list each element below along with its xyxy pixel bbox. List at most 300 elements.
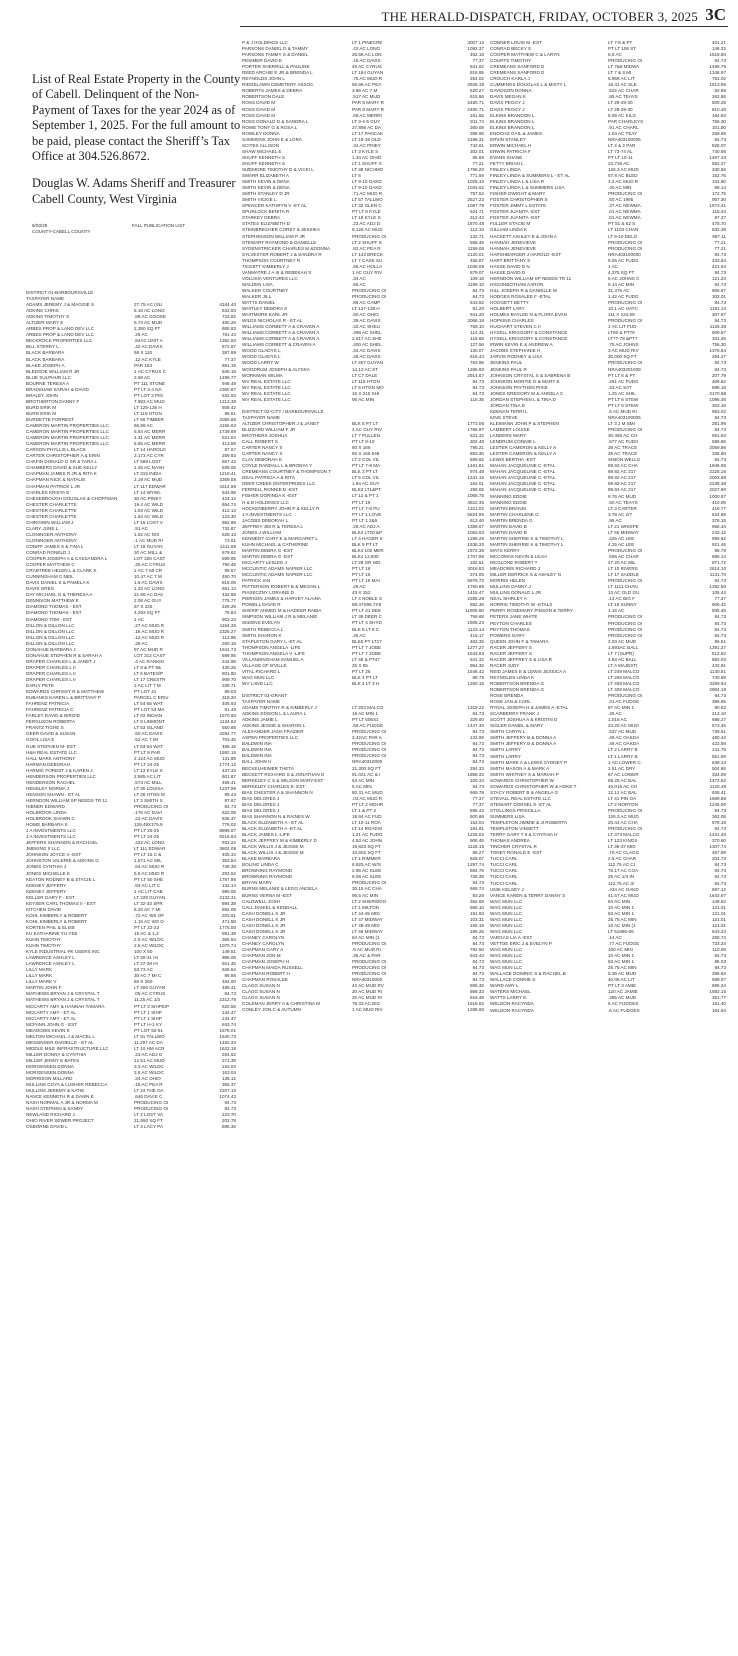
property-description: 87 AC MIN 1 xyxy=(608,705,635,711)
amount-due: 2196.31 xyxy=(467,136,484,142)
property-description: 3.173 AC CYR xyxy=(134,453,164,459)
taxpayer-name: CHAMBERS DAVID & SUE KELLY xyxy=(26,465,98,471)
amount-due: 121.01 xyxy=(711,916,726,922)
taxpayer-name: KEATON RODNEY B & STACIE L xyxy=(26,876,96,882)
amount-due: 96.51 xyxy=(714,638,726,644)
property-description: LT 13 KYLE S xyxy=(134,767,163,773)
amount-due: 2212.79 xyxy=(219,997,236,1003)
amount-due: 916.48 xyxy=(469,995,484,1001)
taxpayer-name: KITCHEN DAVID xyxy=(26,906,62,912)
taxpayer-name: WAG MUN LLC xyxy=(490,953,523,959)
property-description: LT 4 & 2 PAR xyxy=(608,142,636,148)
taxpayer-name: BURDETTE FORREST xyxy=(26,416,74,422)
taxpayer-name: MAHAN JACQUELINE C -ETAL xyxy=(490,481,556,487)
taxpayer-name: KEENAN TERRI L xyxy=(490,408,528,414)
amount-due: 462.35 xyxy=(469,638,484,644)
property-description: 1.04 AC TEAY xyxy=(608,130,638,136)
property-description: 30,000 SQ FT xyxy=(608,354,637,360)
property-description: PT LT 1 SHIP xyxy=(134,1015,162,1021)
amount-due: 987.11 xyxy=(712,233,726,239)
property-description: .646 DAVIS C xyxy=(134,1094,163,1100)
property-row xyxy=(242,397,484,403)
taxpayer-name: PARSONS TAMMY S & DANIEL xyxy=(242,52,309,58)
taxpayer-name: EUBANKS KAREN L & BRITTANY P xyxy=(26,695,101,701)
taxpayer-name: BROWNING RAYMOND xyxy=(242,868,293,874)
amount-due: 339.71 xyxy=(221,683,236,689)
amount-due: 85.86 xyxy=(472,154,484,160)
amount-due: 114.31 xyxy=(470,330,484,336)
amount-due: 620.58 xyxy=(221,1003,236,1009)
amount-due: 962.99 xyxy=(221,519,236,525)
property-description: .59 AC FUDGE xyxy=(352,723,384,729)
amount-due: 84.73 xyxy=(472,729,484,735)
property-description: LT 16 LOST V xyxy=(134,519,163,525)
amount-due: 284.33 xyxy=(469,765,484,771)
property-description: 1.94 AC GUY xyxy=(352,481,380,487)
amount-due: 808.42 xyxy=(221,404,236,410)
amount-due: 1289.28 xyxy=(467,535,484,541)
amount-due: 1774.12 xyxy=(219,761,236,767)
amount-due: 966.44 xyxy=(711,523,726,529)
property-description: 63 AC MIN 1 xyxy=(608,910,635,916)
amount-due: 957.30 xyxy=(711,197,726,203)
taxpayer-name: THOMAS ANDREA xyxy=(490,838,530,844)
property-description: LT 41 PIN OA xyxy=(608,795,637,801)
amount-due: 1126.39 xyxy=(709,324,726,330)
amount-due: 84.73 xyxy=(714,318,726,324)
property-description: .23 AC DAVIS xyxy=(134,816,163,822)
taxpayer-name: HANNAH JENEVIEVE xyxy=(490,245,536,251)
property-description: LT 2 COL VIL xyxy=(352,457,380,463)
taxpayer-name: FERRELL RONNIE D -EST xyxy=(242,487,298,493)
taxpayer-name: SIMPSON WILLIAM J R & MELANIE xyxy=(242,614,318,620)
amount-due: 601.87 xyxy=(221,773,236,779)
property-description: LT 47 MIDWAY xyxy=(352,916,383,922)
amount-due: 84.73 xyxy=(714,868,726,874)
notice-signature: Douglas W. Adams Sheriff and Treasurer Cabell County, West Virginia xyxy=(32,176,236,206)
property-description: 1 AC xyxy=(134,616,144,622)
property-description: PRODUCING OI xyxy=(352,959,387,965)
taxpayer-name: SMITH SHARON K xyxy=(242,632,282,638)
property-description: 97 AC MUD R xyxy=(134,646,163,652)
taxpayer-name: FARLEY DAVID & BIRGID xyxy=(26,713,80,719)
property-row xyxy=(26,1124,236,1130)
property-description: LT 194 GUYAN xyxy=(352,70,384,76)
taxpayer-name: EVANS SHANE xyxy=(490,154,523,160)
property-description: LT 9-10 DELO xyxy=(608,233,638,239)
amount-due: 84.73 xyxy=(472,880,484,886)
taxpayer-name: FISHER DWIGHT & MARY xyxy=(490,191,546,197)
taxpayer-name: ROSS DAVID M xyxy=(242,106,276,112)
taxpayer-name: VARGAS LIA A -EST xyxy=(490,934,533,940)
property-description: PRODUCING OI xyxy=(608,58,643,64)
taxpayer-name: MARTIN JOHN F xyxy=(26,985,62,991)
taxpayer-name: HENDERSON PROPERTIES LLC xyxy=(26,773,96,779)
property-description: 1.34 AC OHIO xyxy=(352,154,382,160)
amount-due: 2936.19 xyxy=(467,82,484,88)
taxpayer-name: REID JAMES E & LEWIS JESSICA A xyxy=(490,668,567,674)
amount-due: 1775.00 xyxy=(219,924,236,930)
amount-due: 568.46 xyxy=(469,239,484,245)
taxpayer-name: NANCE KENNETH R & DAWN E xyxy=(26,1094,94,1100)
taxpayer-name: MATHEWS BRYAN J & CRYSTAL T xyxy=(26,991,100,997)
taxpayer-name: ELKINS BRANDON L xyxy=(490,118,535,124)
taxpayer-name: ROSE JAN & CARL xyxy=(490,699,531,705)
taxpayer-name: WELDON RACYNDA xyxy=(490,1001,534,1007)
amount-due: 413.59 xyxy=(221,441,236,447)
amount-due: 1265.93 xyxy=(467,366,484,372)
amount-due: 606.42 xyxy=(711,602,726,608)
property-description: 58 X 110 xyxy=(134,350,153,356)
taxpayer-name: BLACK ELIZABETH A -ET AL xyxy=(242,826,303,831)
taxpayer-name: CLONINGER ANTHONY xyxy=(26,537,77,543)
property-description: LT 63 INDIAN xyxy=(134,713,163,719)
property-description: 25 X 65 xyxy=(352,662,368,668)
taxpayer-name: FRANTZ TIGHE S xyxy=(26,725,64,731)
amount-due: 557.42 xyxy=(221,459,236,465)
property-description: .8 AC MUD RI xyxy=(352,946,381,952)
taxpayer-name: HASSE DAVID D N xyxy=(490,263,530,269)
amount-due: 651.13 xyxy=(221,586,236,592)
property-description: LT 408 MALCO xyxy=(608,687,640,693)
taxpayer-name: ARBES PROP & LAND DEV LLC xyxy=(26,332,95,338)
amount-due: 77.21 xyxy=(472,160,484,166)
taxpayer-name: ROWLEY DONNA xyxy=(242,130,280,136)
property-description: 1 AC MUD RIV xyxy=(352,1007,383,1013)
property-description: 5.64 AC MERR xyxy=(134,429,166,435)
property-description: PARCEL C ERIV xyxy=(134,695,169,701)
property-description: PT LT 7-8 MA xyxy=(352,463,381,469)
amount-due: 294.27 xyxy=(711,354,726,360)
property-description: LT 3-4-5 GUY xyxy=(352,118,381,124)
taxpayer-name: DILLON & DILLON LLC xyxy=(26,622,75,628)
taxpayer-name: ERWIN PATRICIA F xyxy=(490,148,531,154)
taxpayer-name: CLAGG SUSAN N xyxy=(242,989,280,995)
taxpayer-name: KUHN TIMOTHY xyxy=(26,937,61,943)
amount-due: 843.74 xyxy=(221,1021,236,1027)
property-description: 1.62 AC N/S xyxy=(134,531,160,537)
property-description: 38 AC TRACE xyxy=(608,445,638,451)
property-description: 126.3 AC MUD xyxy=(608,814,639,819)
taxpayer-name: TINCHER CRYSTAL R xyxy=(490,844,537,850)
amount-due: 262.86 xyxy=(711,94,726,100)
amount-due: 1618.82 xyxy=(467,1001,484,1007)
taxpayer-name: ALEXANDER JANA FRAZIER xyxy=(242,729,304,735)
taxpayer-name: CAMERON MARTIN PROPERTIES LLC xyxy=(26,429,109,435)
property-description: 43 X 152 xyxy=(352,590,371,596)
taxpayer-name: CUNNINGHAM C NEIL xyxy=(26,574,74,580)
taxpayer-name: LANDERS MARY xyxy=(490,433,527,439)
taxpayer-name: JMEKING II LLC xyxy=(26,846,60,852)
taxpayer-name: ASPEN PROPERTIES LLC xyxy=(242,735,299,741)
amount-due: 1485.76 xyxy=(709,64,726,70)
amount-due: 84.73 xyxy=(224,991,236,997)
amount-due: 84.73 xyxy=(472,711,484,717)
property-description: 21,550 SQ FT xyxy=(134,1118,163,1124)
property-description: PRODUCING OI xyxy=(608,620,643,626)
amount-due: 84.73 xyxy=(224,1106,236,1112)
amount-due: 162.75 xyxy=(711,173,726,179)
property-description: .31 AC FUDGE xyxy=(608,699,640,705)
taxpayer-name: WOOD GLADYS L xyxy=(242,354,281,360)
amount-due: 1796.20 xyxy=(467,166,484,172)
property-description: BLK5 PT LT17 xyxy=(352,638,382,644)
amount-due: 1673.41 xyxy=(709,203,726,209)
property-description: 2,350 SQ FT xyxy=(134,326,161,332)
taxpayer-name: KYLE INDUSTRIAL PK USERS INC xyxy=(26,949,100,955)
property-description: PRODUCING OI xyxy=(352,965,387,971)
amount-due: 938.41 xyxy=(711,789,726,795)
taxpayer-name: MULLINS COYA & LUSHER REBECCA xyxy=(26,1082,108,1088)
taxpayer-name: HYSELL KRIGGORY & CONSTANCE xyxy=(490,336,568,342)
taxpayer-name: ROSS DAVID M xyxy=(242,112,276,118)
property-description: LT 66 TIMBER xyxy=(134,416,164,422)
taxpayer-name: H & B HOLDINGS LLC xyxy=(242,499,289,505)
amount-due: 84.73 xyxy=(224,1100,236,1106)
amount-due: 1065.75 xyxy=(467,493,484,499)
taxpayer-name: ROBERTSON BRENDA G xyxy=(490,680,545,686)
amount-due: 2914.67 xyxy=(467,372,484,378)
taxpayer-name: SCITES ALLISON xyxy=(242,142,280,148)
taxpayer-name: ROBERTS JAMES & DEBRA xyxy=(242,88,303,94)
taxpayer-name: P & J HOLDINGS LLC xyxy=(242,40,288,45)
taxpayer-name: CROUCH KARLA J xyxy=(490,76,530,82)
taxpayer-name: ALTIZER CHRISTOPHER J & JANET xyxy=(242,420,319,426)
property-description: .77 AC FUDGE xyxy=(608,940,640,946)
property-description: .12 AC KYLE xyxy=(134,356,161,362)
amount-due: 81.48 xyxy=(224,707,236,713)
taxpayer-name: WV REAL ESTATE LLC xyxy=(242,384,291,390)
taxpayer-name: HENDERSON RACHEL xyxy=(26,779,76,785)
taxpayer-name: CHESEBROUGH DOUGLAS & CHOFFMAN xyxy=(26,495,118,501)
property-description: PT LT 8 KYLE xyxy=(352,209,381,215)
property-description: 88.47X96.7X8 xyxy=(352,602,382,608)
property-description: .34 AC DAVIS xyxy=(352,348,381,354)
amount-due: 1067.79 xyxy=(467,203,484,209)
property-description: LT 4 NOBLE S xyxy=(352,596,382,602)
taxpayer-name: BURD ERIK M xyxy=(26,410,57,416)
amount-due: 84.73 xyxy=(714,632,726,638)
amount-due: 1669.88 xyxy=(709,795,726,801)
taxpayer-name: WV LAND LLC xyxy=(242,680,273,686)
taxpayer-name: WATERS MICHAEL xyxy=(490,989,531,995)
property-description: .5 AC MUD RI xyxy=(608,408,637,414)
amount-due: 110.06 xyxy=(712,947,726,953)
property-description: LT 28-29-30 xyxy=(608,100,633,106)
property-description: BLK 5 LT 8 C xyxy=(352,626,380,632)
amount-due: 202.78 xyxy=(221,1118,236,1124)
amount-due: 742.61 xyxy=(469,142,484,148)
property-description: .01 AC NEWMA xyxy=(608,209,641,215)
taxpayer-name: CALL DANIEL & KENDALL xyxy=(242,904,298,910)
amount-due: 433.64 xyxy=(711,257,726,263)
property-description: 50 X 260 xyxy=(134,979,153,985)
header-divider xyxy=(240,26,728,27)
property-description: 14.12 AC ST xyxy=(352,366,379,372)
property-description: .25 AC CYRUS xyxy=(134,562,166,568)
amount-due: 965.10 xyxy=(469,904,484,910)
taxpayer-name: KUHN MICHAEL & CATHERINE xyxy=(242,541,309,547)
property-description: LT C7 DALE xyxy=(352,372,378,378)
amount-due: 432.68 xyxy=(221,592,236,598)
property-description: .39 AC DAVIS xyxy=(352,318,381,324)
taxpayer-name: DAVIS MEGAN K xyxy=(490,94,526,100)
property-description: LT 48 & PT47 xyxy=(352,656,380,662)
amount-due: 911.74 xyxy=(470,118,484,124)
property-description: LT 18 KYLE S xyxy=(352,215,381,221)
amount-due: 596.86 xyxy=(711,439,726,445)
taxpayer-name: BIAS SHANNON N & RAINES W xyxy=(242,813,310,819)
property-description: 84 AC MIN (1 xyxy=(352,934,380,940)
amount-due: 149.51 xyxy=(221,949,236,955)
property-description: .422 AC LONG xyxy=(134,840,165,846)
taxpayer-name: HIBNER EDWARD xyxy=(26,803,65,809)
taxpayer-name: FERGUSON ROBERTA xyxy=(26,719,76,725)
taxpayer-name: J A INVESTMENTS LLC xyxy=(242,511,292,517)
property-description: 66.99 AC xyxy=(134,423,153,429)
taxpayer-name: SHERIF AHMED M & HADEER RABIA xyxy=(242,608,322,614)
taxpayer-name: REED ARCHIE E JR & BRENDA L xyxy=(242,70,313,76)
property-description: LT 117 EDWAR xyxy=(134,483,166,489)
taxpayer-name: OHIO RIVER SEWER PROJECT xyxy=(26,1118,94,1124)
amount-due: 396.95 xyxy=(711,699,726,705)
property-description: .71 AC MUD R xyxy=(352,191,383,197)
amount-due: 1786.97 xyxy=(467,426,484,432)
taxpayer-name: CHAPMAN PATRICK L JR xyxy=(26,483,81,489)
amount-due: 84.73 xyxy=(472,293,484,299)
amount-due: 732.87 xyxy=(221,525,236,531)
property-description: PT LT 24-25 xyxy=(134,834,160,840)
taxpayer-name: SMARR ELIZABETH A xyxy=(242,173,289,179)
property-row xyxy=(490,1008,726,1014)
amount-due: 401.21 xyxy=(711,40,726,45)
property-description: 46 AC CYRUS xyxy=(352,64,382,70)
taxpayer-name: HUGHART STEVEN C II xyxy=(490,324,541,330)
property-description: 67.8 AC BLED xyxy=(608,173,638,179)
taxpayer-name: KOHL KIMBERLY & ROBERT xyxy=(26,912,88,918)
amount-due: 1219.41 xyxy=(219,471,236,477)
amount-due: 1946.95 xyxy=(709,463,726,469)
property-description: LT 2 LOST VA xyxy=(134,1112,164,1118)
property-description: 13 AC OLD GU xyxy=(608,590,640,596)
taxpayer-name: PIASECZNY LORAINE D xyxy=(242,590,294,596)
amount-due: 223.70 xyxy=(221,1112,236,1118)
amount-due: 162.01 xyxy=(469,481,484,487)
property-description: LT A MAJESTI xyxy=(608,662,638,668)
taxpayer-name: MULLINS DANNY J xyxy=(490,584,531,590)
taxpayer-name: IRWIN KEVIN E & ANDREW A xyxy=(490,342,553,348)
property-description: PT 51 & 52 S xyxy=(608,221,636,227)
property-description: 120 AC JAMIE xyxy=(608,989,638,995)
taxpayer-name: RACER JUDY xyxy=(490,662,520,668)
taxpayer-name: GOOL LISA E xyxy=(26,737,55,743)
taxpayer-name: HARMAN DEBORAH xyxy=(26,761,70,767)
taxpayer-name: WILLIAMS CORBETT A & CRAVEN A xyxy=(242,336,320,342)
taxpayer-name: COOPER JOSEPH A & CASSANDRA L xyxy=(26,556,108,562)
taxpayer-name: KLEIMANN JOHN P & STEPHEN xyxy=(490,420,559,426)
amount-due: 88.75 xyxy=(472,674,484,680)
amount-due: 572.87 xyxy=(221,344,236,350)
taxpayer-name: CAMERON MARTIN PROPERTIES LLC xyxy=(26,423,109,429)
property-description: LT 8 LINMONT xyxy=(134,719,165,725)
property-description: LT 10 RIVERS xyxy=(608,566,638,572)
amount-due: 1213.38 xyxy=(219,398,236,404)
taxpayer-name: WAG MUN LLC xyxy=(490,959,523,965)
amount-due: 1467.33 xyxy=(709,154,726,160)
amount-due: 740.99 xyxy=(711,674,726,680)
property-description: LT 5 COL VIL xyxy=(352,475,380,481)
amount-due: 103.31 xyxy=(469,916,484,922)
amount-due: 500.28 xyxy=(711,100,726,106)
property-description: SIMON WELLS xyxy=(608,457,640,463)
amount-due: 84.73 xyxy=(472,741,484,747)
taxpayer-name: HARSHBARGER J HAROLD -EST xyxy=(490,251,562,257)
taxpayer-name: ADKINS JESSIE & SHARON L xyxy=(242,723,306,729)
taxpayer-name: FAHRENZ PATRICIA xyxy=(26,701,70,707)
taxpayer-name: MELTON MICHAEL J & MACEL L xyxy=(26,1033,95,1039)
amount-due: 84.73 xyxy=(472,753,484,759)
taxpayer-name: KELLER GARY F - EST xyxy=(26,894,75,900)
taxpayer-name: SMITH STANLEY D JR xyxy=(242,191,290,197)
amount-due: 423.59 xyxy=(711,741,726,747)
taxpayer-name: SCOTT JOSHUA A & KRISTIN D xyxy=(490,717,558,723)
taxpayer-name: LEWIS BERTHA -EST xyxy=(490,457,536,463)
taxpayer-name: COOPER MATTHEW C xyxy=(26,562,75,568)
taxpayer-name: BIAS DELORES J xyxy=(242,795,280,801)
taxpayer-name: JONES J WILLIAM xyxy=(242,529,282,535)
taxpayer-name: BURNS VERNA M -EST xyxy=(242,892,292,898)
property-description: 89.92 AC 217 xyxy=(608,487,636,493)
amount-due: 1640.73 xyxy=(219,1033,236,1039)
taxpayer-name: MILLER DONNY & CYNTHIA xyxy=(26,1051,87,1057)
taxpayer-name: HOLMES BAYLEE N & FLORA EVAN xyxy=(490,312,567,318)
taxpayer-name: NEWLAND RICHARD J xyxy=(26,1112,75,1118)
amount-due: 643.82 xyxy=(469,300,484,306)
taxpayer-name: STOLLINGS PRISCILLA xyxy=(490,807,541,813)
property-description: 7.983 AC MUD xyxy=(134,398,165,404)
property-description: PRODUCING OI xyxy=(608,427,643,432)
amount-due: 941.20 xyxy=(469,312,484,318)
property-description: .25 AC xyxy=(134,332,148,338)
property-description: 1.51 AC DRY xyxy=(608,765,636,771)
taxpayer-name: MULLINS DONALD L JR xyxy=(490,590,541,596)
amount-due: 86.86 xyxy=(224,973,236,979)
property-description: PT LT 18 MAI xyxy=(352,578,380,584)
taxpayer-name: CONLEY JON C & AUTUMN xyxy=(242,1007,301,1013)
property-description: LT 57 TALLWO xyxy=(352,197,383,203)
property-description: 2.19 AC MUD xyxy=(134,477,163,483)
taxpayer-name: SMITH WHITNEY S & MARIAH P xyxy=(490,771,559,777)
amount-due: 370.60 xyxy=(711,838,726,844)
taxpayer-name: SMITH KEVIN & DENA xyxy=(242,179,290,185)
taxpayer-name: ROWE TONY G & ROSA L xyxy=(242,124,298,130)
taxpayer-name: LENDRUM CONNIE L xyxy=(490,439,536,445)
taxpayer-name: MEADOWS RICHARD J xyxy=(490,566,541,572)
amount-due: 89.03 xyxy=(224,689,236,695)
taxpayer-name: MARTIN CHARLENE G xyxy=(490,511,539,517)
amount-due: 1773.06 xyxy=(467,420,484,426)
amount-due: 77.37 xyxy=(224,356,236,362)
amount-due: 410.95 xyxy=(711,499,726,505)
amount-due: 84.73 xyxy=(714,269,726,275)
taxpayer-name: BRYAN MARY xyxy=(242,880,272,886)
taxpayer-name: HENSON SHAWN - ET AL xyxy=(26,791,81,797)
property-description: 40.08 AC LIT xyxy=(608,977,635,983)
property-description: .32 AC SHELI xyxy=(352,324,381,330)
amount-due: 953.02 xyxy=(711,408,726,414)
amount-due: 839.05 xyxy=(221,465,236,471)
property-description: PRODUCING OI xyxy=(608,807,643,813)
